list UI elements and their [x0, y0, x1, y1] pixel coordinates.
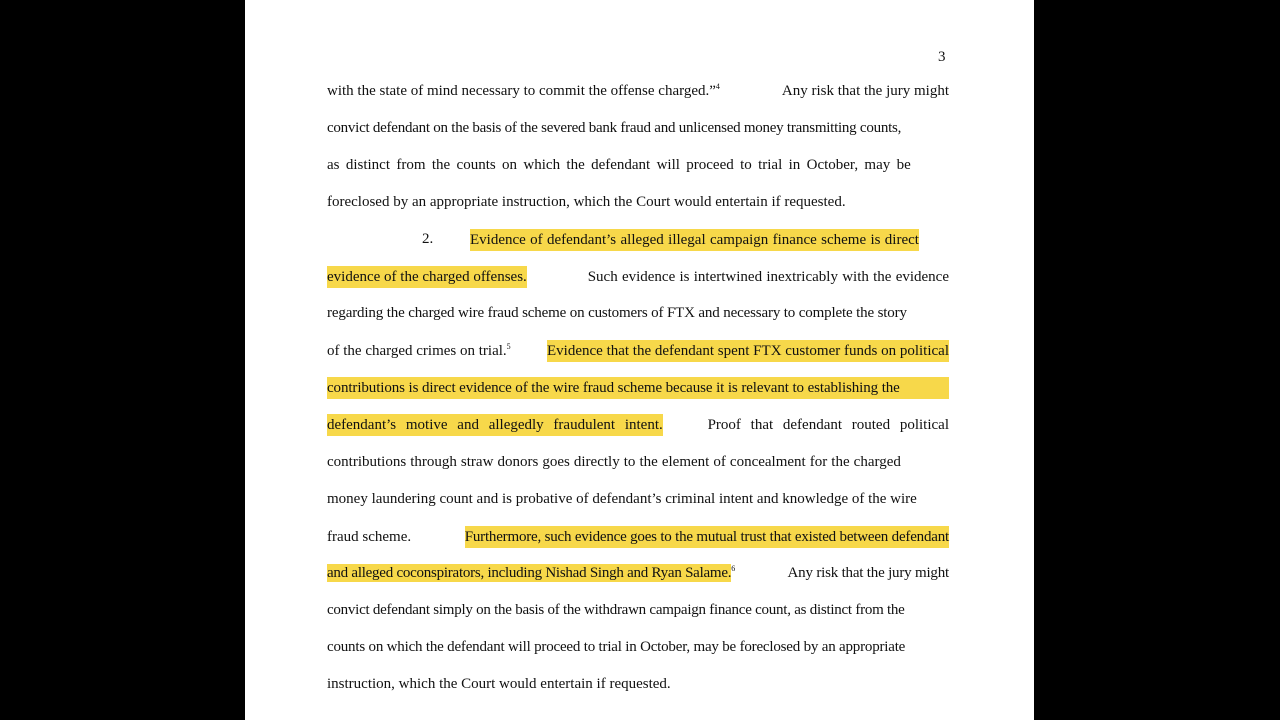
text-segment: as distinct from the counts on which the defendant will proceed to trial in October, may be	[327, 157, 911, 173]
text-line	[327, 266, 949, 286]
text-segment: convict defendant simply on the basis of the withdrawn campaign finance count, as distinct from the	[327, 602, 905, 618]
footnote-marker[interactable]: 5	[506, 342, 511, 351]
text-segment	[327, 563, 735, 583]
footnote-marker[interactable]: 6	[731, 564, 736, 573]
text-line	[327, 526, 949, 546]
text-run: with the state of mind necessary to commit the offense charged.”	[327, 83, 716, 99]
text-segment: Proof that defendant routed political	[707, 417, 949, 433]
text-line	[327, 303, 949, 323]
text-line	[327, 377, 949, 397]
text-line	[327, 155, 949, 175]
text-segment: Any risk that the jury might	[781, 83, 949, 99]
text-segment: fraud scheme.	[327, 529, 412, 545]
text-line	[327, 674, 949, 694]
text-segment: contributions through straw donors goes directly to the element of concealment for the charged	[327, 454, 901, 470]
text-line	[327, 600, 949, 620]
text-line	[327, 637, 949, 657]
list-item-number: 2.	[422, 231, 434, 247]
text-segment	[327, 81, 720, 101]
text-line	[327, 414, 949, 434]
text-line	[327, 192, 949, 212]
text-segment: counts on which the defendant will proceed to trial in October, may be foreclosed by an appropriate	[327, 639, 906, 655]
footnote-marker[interactable]: 4	[715, 82, 720, 91]
highlighted-text: and alleged coconspirators, including Nishad Singh and Ryan Salame.	[327, 565, 732, 581]
text-segment: foreclosed by an appropriate instruction, which the Court would entertain if requested.	[327, 194, 846, 210]
text-segment: convict defendant on the basis of the severed bank fraud and unlicensed money transmitting counts,	[327, 120, 902, 136]
highlighted-text: Evidence that the defendant spent FTX customer funds on political	[547, 340, 949, 362]
highlighted-text: evidence of the charged offenses.	[327, 266, 527, 288]
text-segment: instruction, which the Court would entertain if requested.	[327, 676, 671, 692]
text-line	[327, 489, 949, 509]
text-line	[327, 118, 949, 138]
text-line	[327, 340, 949, 360]
text-line	[327, 563, 949, 583]
page-number: 3	[938, 49, 946, 65]
highlighted-text: Evidence of defendant’s alleged illegal campaign finance scheme is direct	[470, 229, 919, 251]
text-line	[327, 81, 949, 101]
text-line	[327, 452, 949, 472]
text-segment: Such evidence is intertwined inextricably with the evidence	[587, 269, 949, 285]
text-run: of the charged crimes on trial.	[327, 343, 507, 359]
text-segment: money laundering count and is probative of defendant’s criminal intent and knowledge of the wire	[327, 491, 917, 507]
highlighted-text: contributions is direct evidence of the wire fraud scheme because it is relevant to establishing the	[327, 377, 949, 399]
highlighted-text: defendant’s motive and allegedly fraudulent intent.	[327, 414, 663, 436]
text-line	[470, 229, 949, 249]
text-segment: regarding the charged wire fraud scheme on customers of FTX and necessary to complete the story	[327, 305, 907, 321]
highlighted-text: Furthermore, such evidence goes to the mutual trust that existed between defendant	[465, 526, 949, 548]
text-segment: Any risk that the jury might	[787, 565, 949, 581]
text-segment	[327, 341, 511, 361]
